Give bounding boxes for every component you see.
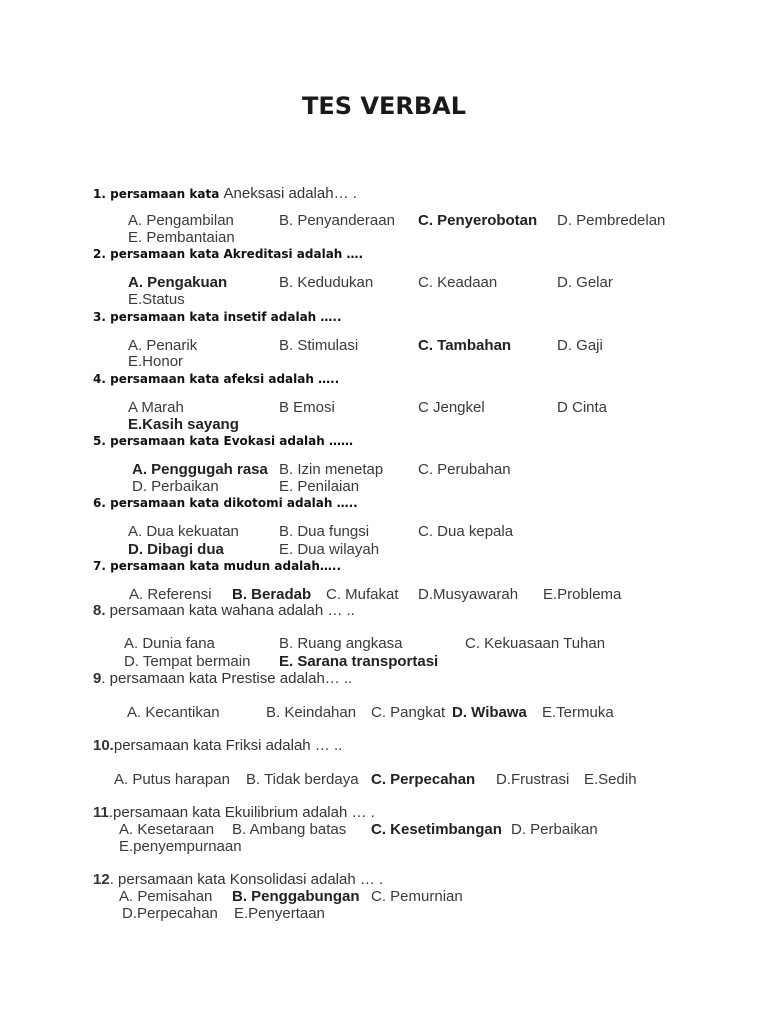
option-a: A. Putus harapan [114, 771, 230, 788]
question-number: 3. [93, 310, 106, 324]
option-d: D. Perbaikan [511, 821, 598, 838]
question-number: 11 [93, 804, 109, 821]
option-a-answer: A. Pengakuan [128, 274, 228, 291]
option-b: B. Keindahan [266, 704, 357, 721]
option-e: E.Penyertaan [234, 905, 325, 922]
question-text: persamaan kata insetif adalah ….. [105, 310, 342, 324]
option-d: D. Pembredelan [557, 212, 666, 229]
question-text: .persamaan kata Ekuilibrium adalah … . [108, 804, 375, 821]
option-a: A. Kecantikan [127, 704, 220, 721]
question-text: persamaan kata mudun adalah….. [105, 559, 342, 573]
option-c: C. Pangkat [371, 704, 446, 721]
question-number: 1. [93, 187, 106, 201]
option-e: E.Sedih [584, 771, 637, 788]
question-3 [93, 311, 342, 323]
option-c: C Jengkel [418, 399, 485, 416]
option-e: E.Status [128, 291, 185, 308]
option-a-answer: A. Penggugah rasa [132, 461, 268, 478]
option-e: E. Pembantaian [128, 229, 235, 246]
option-c: C. Mufakat [326, 586, 399, 603]
option-e: E.Problema [543, 586, 622, 603]
option-d: D. Perbaikan [132, 478, 219, 495]
option-b-answer: B. Beradab [232, 586, 312, 603]
question-text: persamaan kata Friksi adalah … .. [113, 737, 343, 754]
question-1 [93, 186, 357, 202]
option-c-answer: C. Kesetimbangan [371, 821, 502, 838]
option-c: C. Perubahan [418, 461, 511, 478]
page-title: TES VERBAL [301, 92, 466, 120]
option-d: D. Tempat bermain [124, 653, 251, 670]
option-b: B. Tidak berdaya [246, 771, 359, 788]
question-number: 6. [93, 496, 106, 510]
option-a: A Marah [128, 399, 184, 416]
option-d: D. Gaji [557, 337, 603, 354]
option-b: B Emosi [279, 399, 335, 416]
option-e: E.Honor [128, 353, 184, 370]
option-b: B. Ruang angkasa [279, 635, 403, 652]
question-number: 12 [93, 871, 110, 888]
option-b: B. Izin menetap [279, 461, 384, 478]
option-d: D.Perpecahan [122, 905, 218, 922]
option-b: B. Penyanderaan [279, 212, 395, 229]
question-10 [93, 738, 342, 753]
question-number: 7. [93, 559, 106, 573]
question-text: persamaan kata Evokasi adalah …… [105, 434, 353, 448]
question-text: persamaan kata Akreditasi adalah …. [105, 247, 364, 261]
option-e: E. Penilaian [279, 478, 360, 495]
option-d-answer: D. Dibagi dua [128, 541, 224, 558]
question-11 [93, 805, 375, 820]
question-8 [93, 603, 355, 618]
question-text-term: Aneksasi adalah… . [223, 185, 357, 202]
option-e: E.penyempurnaan [119, 838, 242, 855]
question-9 [93, 671, 352, 686]
option-e: E. Dua wilayah [279, 541, 380, 558]
option-a: A. Referensi [129, 586, 212, 603]
question-number: 2. [93, 247, 106, 261]
question-text: persamaan kata [105, 187, 224, 201]
question-number: 10. [93, 737, 114, 754]
option-b-answer: B. Penggabungan [232, 888, 360, 905]
option-b: B. Ambang batas [232, 821, 347, 838]
question-4 [93, 373, 339, 385]
option-b: B. Dua fungsi [279, 523, 370, 540]
question-12 [93, 872, 383, 887]
option-d: D Cinta [557, 399, 608, 416]
question-6 [93, 497, 358, 509]
question-text: . persamaan kata Konsolidasi adalah … . [109, 871, 384, 888]
option-a: A. Pengambilan [128, 212, 234, 229]
question-number: 8. [93, 602, 106, 619]
question-5 [93, 435, 353, 447]
option-e-answer: E.Kasih sayang [128, 416, 239, 433]
question-number: 4. [93, 372, 106, 386]
option-c-answer: C. Perpecahan [371, 771, 476, 788]
option-e: E.Termuka [542, 704, 614, 721]
option-d: D.Frustrasi [496, 771, 570, 788]
question-text: persamaan kata afeksi adalah ….. [105, 372, 340, 386]
option-d-answer: D. Wibawa [452, 704, 527, 721]
question-7 [93, 560, 341, 572]
option-c-answer: C. Penyerobotan [418, 212, 538, 229]
option-c: C. Dua kepala [418, 523, 514, 540]
option-a: A. Pemisahan [119, 888, 213, 905]
option-d: D. Gelar [557, 274, 613, 291]
option-a: A. Dua kekuatan [128, 523, 239, 540]
option-a: A. Penarik [128, 337, 198, 354]
question-number: 5. [93, 434, 106, 448]
option-b: B. Stimulasi [279, 337, 359, 354]
option-a: A. Kesetaraan [119, 821, 215, 838]
question-2 [93, 248, 363, 260]
option-b: B. Kedudukan [279, 274, 374, 291]
option-d: D.Musyawarah [418, 586, 519, 603]
option-a: A. Dunia fana [124, 635, 215, 652]
question-text: . persamaan kata Prestise adalah… .. [101, 670, 353, 687]
question-text: persamaan kata wahana adalah … .. [105, 602, 355, 619]
option-c: C. Pemurnian [371, 888, 463, 905]
option-e-answer: E. Sarana transportasi [279, 653, 439, 670]
option-c-answer: C. Tambahan [418, 337, 512, 354]
option-c: C. Keadaan [418, 274, 498, 291]
option-c: C. Kekuasaan Tuhan [465, 635, 606, 652]
question-number: 9 [93, 670, 102, 687]
question-text: persamaan kata dikotomi adalah ….. [105, 496, 358, 510]
